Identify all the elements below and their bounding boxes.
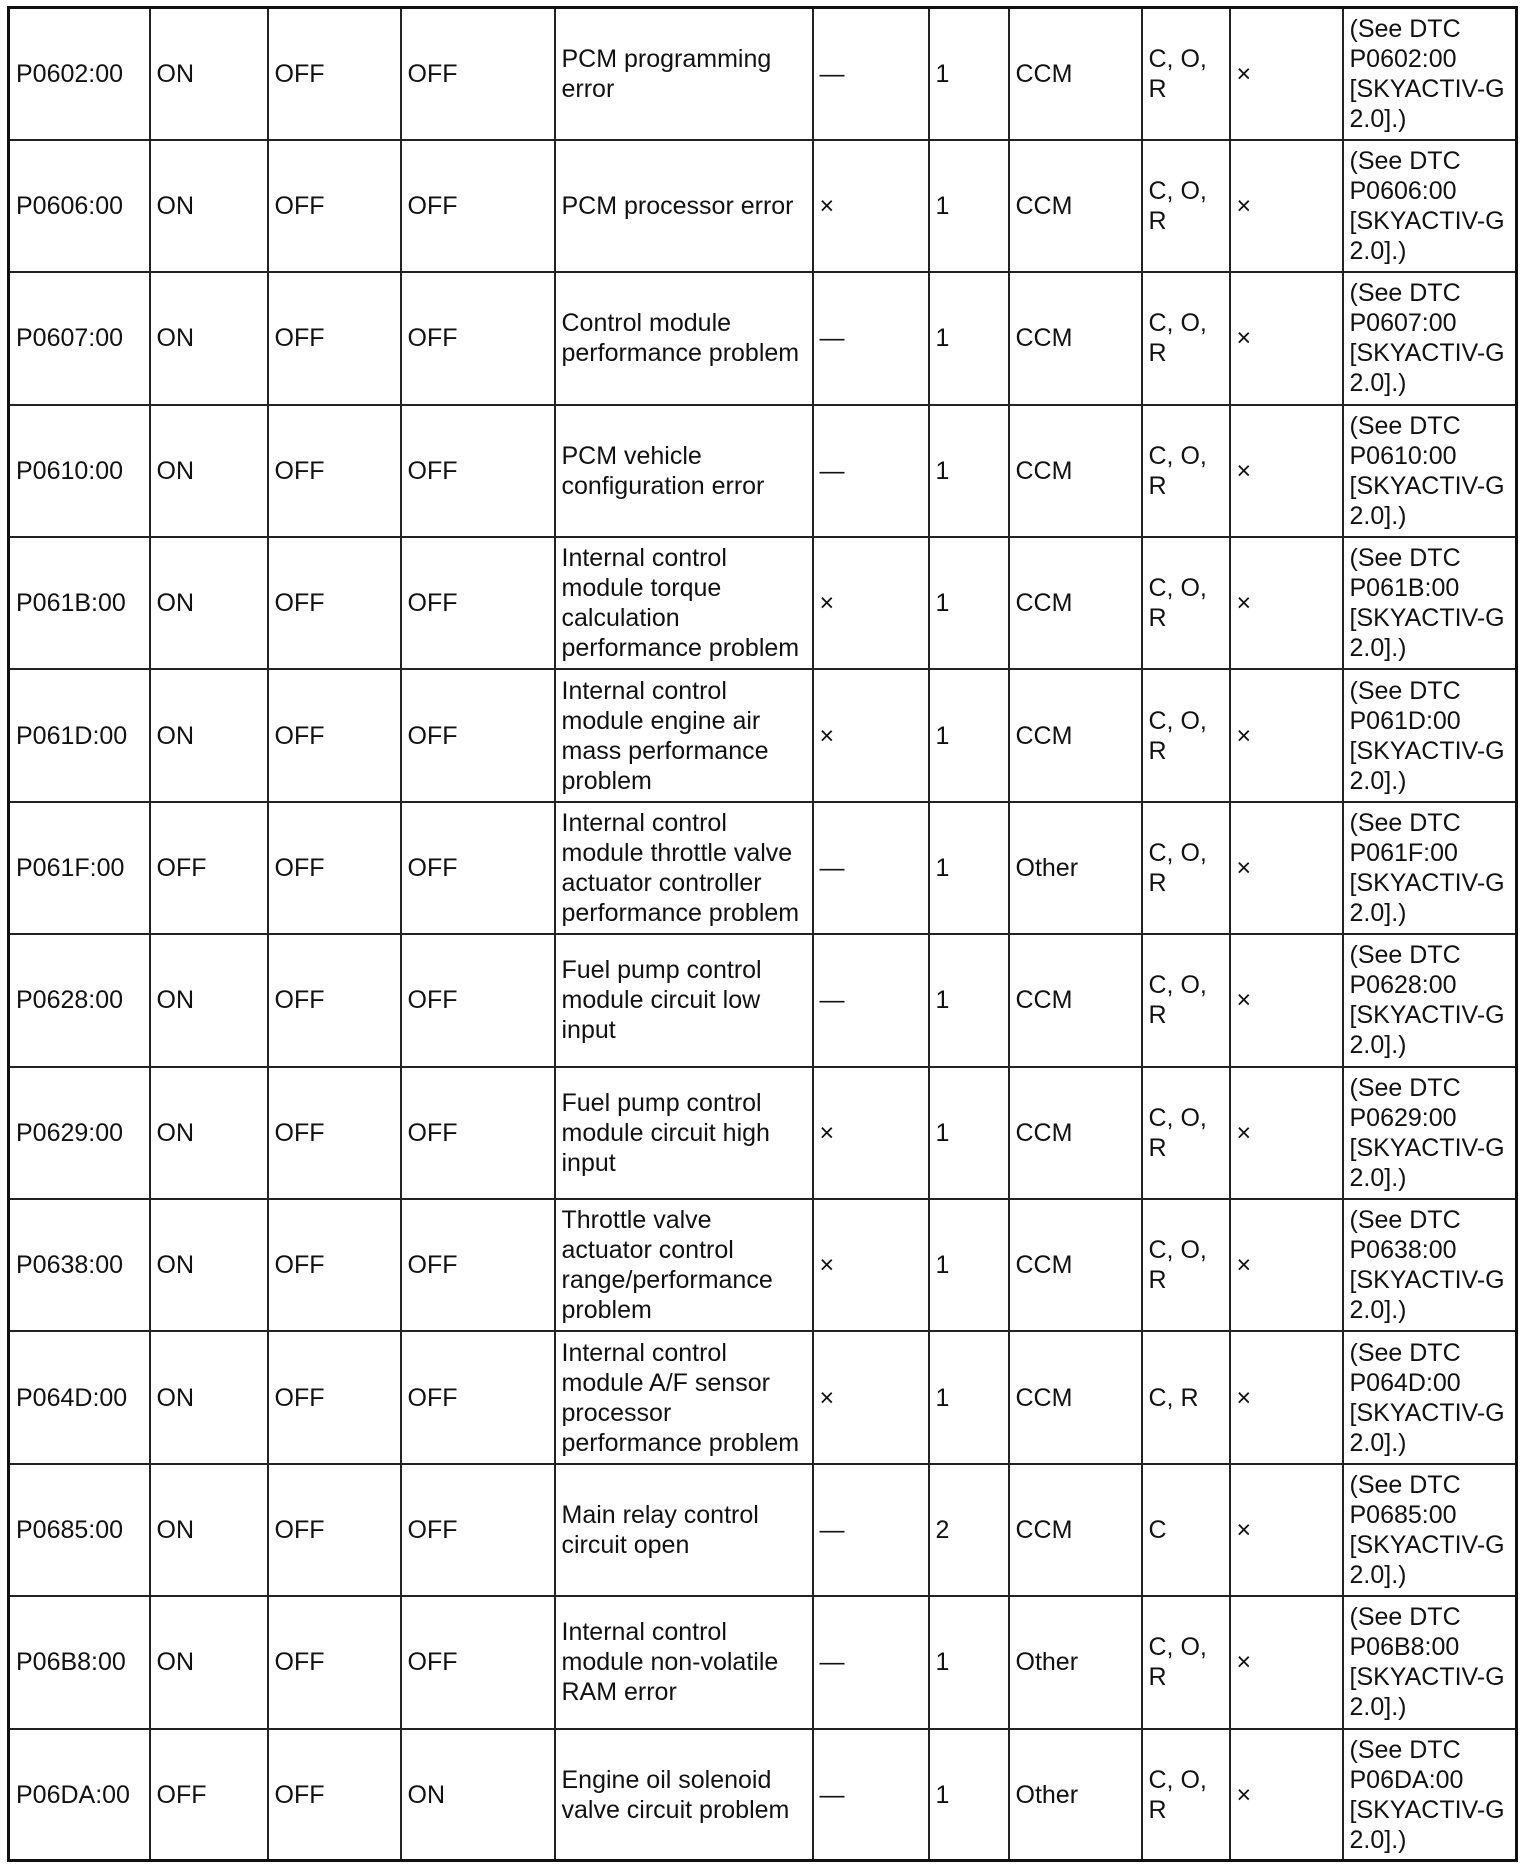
reference-cell: (See DTC P0638:00 [SKYACTIV-G 2.0].) (1343, 1199, 1517, 1331)
monitor-item-cell: CCM (1009, 1331, 1142, 1463)
self-test-cell: × (1230, 802, 1343, 934)
dtc-display-cell: C, O, R (1142, 405, 1230, 537)
dtc-display-cell: C, O, R (1142, 802, 1230, 934)
drive-cycle-cell: 1 (929, 1596, 1009, 1728)
memory-function-cell: OFF (401, 272, 555, 404)
reference-cell: (See DTC P0606:00 [SKYACTIV-G 2.0].) (1343, 140, 1517, 272)
reference-cell: (See DTC P0685:00 [SKYACTIV-G 2.0].) (1343, 1464, 1517, 1596)
fail-safe-cell: × (813, 140, 929, 272)
dtc-code-cell: P064D:00 (9, 1331, 150, 1463)
self-test-cell: × (1230, 1596, 1343, 1728)
monitor-item-cell: Other (1009, 1596, 1142, 1728)
monitor-item-cell: CCM (1009, 8, 1142, 140)
dtc-table-body (9, 8, 1517, 1861)
table-row (9, 1596, 1517, 1728)
fail-safe-cell: — (813, 934, 929, 1066)
self-test-cell: × (1230, 272, 1343, 404)
description-cell: Throttle valve actuator control range/performance problem (555, 1199, 813, 1331)
dtc-display-cell: C, R (1142, 1331, 1230, 1463)
table-row (9, 537, 1517, 669)
memory-function-cell: OFF (401, 802, 555, 934)
table-row (9, 669, 1517, 801)
gen-light-cell: OFF (268, 405, 401, 537)
gen-light-cell: OFF (268, 1596, 401, 1728)
drive-cycle-cell: 1 (929, 1331, 1009, 1463)
reference-cell: (See DTC P0602:00 [SKYACTIV-G 2.0].) (1343, 8, 1517, 140)
drive-cycle-cell: 1 (929, 669, 1009, 801)
description-cell: PCM programming error (555, 8, 813, 140)
dtc-code-cell: P0606:00 (9, 140, 150, 272)
self-test-cell: × (1230, 8, 1343, 140)
dtc-display-cell: C, O, R (1142, 537, 1230, 669)
table-row (9, 1199, 1517, 1331)
fail-safe-cell: — (813, 1729, 929, 1861)
fail-safe-cell: × (813, 1331, 929, 1463)
self-test-cell: × (1230, 405, 1343, 537)
dtc-display-cell: C, O, R (1142, 272, 1230, 404)
fail-safe-cell: — (813, 1596, 929, 1728)
dtc-table (7, 6, 1518, 1862)
monitor-item-cell: CCM (1009, 1067, 1142, 1199)
dtc-code-cell: P0629:00 (9, 1067, 150, 1199)
table-row (9, 1067, 1517, 1199)
monitor-item-cell: CCM (1009, 1464, 1142, 1596)
reference-cell: (See DTC P0628:00 [SKYACTIV-G 2.0].) (1343, 934, 1517, 1066)
drive-cycle-cell: 1 (929, 537, 1009, 669)
dtc-display-cell: C, O, R (1142, 1729, 1230, 1861)
description-cell: Internal control module torque calculation performance problem (555, 537, 813, 669)
memory-function-cell: OFF (401, 1067, 555, 1199)
mil-cell: ON (150, 8, 268, 140)
mil-cell: ON (150, 140, 268, 272)
fail-safe-cell: × (813, 669, 929, 801)
self-test-cell: × (1230, 537, 1343, 669)
monitor-item-cell: CCM (1009, 1199, 1142, 1331)
mil-cell: ON (150, 1199, 268, 1331)
memory-function-cell: OFF (401, 537, 555, 669)
mil-cell: ON (150, 1067, 268, 1199)
self-test-cell: × (1230, 1331, 1343, 1463)
mil-cell: ON (150, 405, 268, 537)
self-test-cell: × (1230, 1199, 1343, 1331)
gen-light-cell: OFF (268, 8, 401, 140)
dtc-code-cell: P06DA:00 (9, 1729, 150, 1861)
fail-safe-cell: — (813, 405, 929, 537)
memory-function-cell: OFF (401, 934, 555, 1066)
reference-cell: (See DTC P0610:00 [SKYACTIV-G 2.0].) (1343, 405, 1517, 537)
self-test-cell: × (1230, 669, 1343, 801)
monitor-item-cell: CCM (1009, 140, 1142, 272)
fail-safe-cell: × (813, 1199, 929, 1331)
fail-safe-cell: — (813, 1464, 929, 1596)
reference-cell: (See DTC P06DA:00 [SKYACTIV-G 2.0].) (1343, 1729, 1517, 1861)
gen-light-cell: OFF (268, 1464, 401, 1596)
memory-function-cell: OFF (401, 405, 555, 537)
drive-cycle-cell: 1 (929, 8, 1009, 140)
description-cell: Internal control module non-volatile RAM error (555, 1596, 813, 1728)
reference-cell: (See DTC P061B:00 [SKYACTIV-G 2.0].) (1343, 537, 1517, 669)
description-cell: Fuel pump control module circuit low input (555, 934, 813, 1066)
dtc-display-cell: C, O, R (1142, 1199, 1230, 1331)
description-cell: Internal control module throttle valve actuator controller performance problem (555, 802, 813, 934)
table-row (9, 405, 1517, 537)
drive-cycle-cell: 1 (929, 1199, 1009, 1331)
description-cell: PCM processor error (555, 140, 813, 272)
table-row (9, 802, 1517, 934)
dtc-code-cell: P061D:00 (9, 669, 150, 801)
dtc-code-cell: P0638:00 (9, 1199, 150, 1331)
drive-cycle-cell: 1 (929, 272, 1009, 404)
drive-cycle-cell: 1 (929, 140, 1009, 272)
gen-light-cell: OFF (268, 537, 401, 669)
table-row (9, 1729, 1517, 1861)
mil-cell: ON (150, 1596, 268, 1728)
description-cell: Control module performance problem (555, 272, 813, 404)
description-cell: Internal control module A/F sensor processor performance problem (555, 1331, 813, 1463)
dtc-code-cell: P0628:00 (9, 934, 150, 1066)
monitor-item-cell: CCM (1009, 405, 1142, 537)
drive-cycle-cell: 1 (929, 934, 1009, 1066)
gen-light-cell: OFF (268, 802, 401, 934)
reference-cell: (See DTC P0607:00 [SKYACTIV-G 2.0].) (1343, 272, 1517, 404)
mil-cell: OFF (150, 1729, 268, 1861)
drive-cycle-cell: 1 (929, 405, 1009, 537)
fail-safe-cell: × (813, 1067, 929, 1199)
mil-cell: ON (150, 1331, 268, 1463)
self-test-cell: × (1230, 1464, 1343, 1596)
self-test-cell: × (1230, 934, 1343, 1066)
gen-light-cell: OFF (268, 1199, 401, 1331)
mil-cell: OFF (150, 802, 268, 934)
drive-cycle-cell: 1 (929, 1729, 1009, 1861)
dtc-code-cell: P061F:00 (9, 802, 150, 934)
dtc-display-cell: C (1142, 1464, 1230, 1596)
memory-function-cell: ON (401, 1729, 555, 1861)
drive-cycle-cell: 1 (929, 1067, 1009, 1199)
description-cell: Engine oil solenoid valve circuit problem (555, 1729, 813, 1861)
memory-function-cell: OFF (401, 1596, 555, 1728)
drive-cycle-cell: 2 (929, 1464, 1009, 1596)
fail-safe-cell: — (813, 8, 929, 140)
dtc-code-cell: P061B:00 (9, 537, 150, 669)
description-cell: Main relay control circuit open (555, 1464, 813, 1596)
gen-light-cell: OFF (268, 140, 401, 272)
memory-function-cell: OFF (401, 669, 555, 801)
table-row (9, 934, 1517, 1066)
monitor-item-cell: Other (1009, 1729, 1142, 1861)
dtc-display-cell: C, O, R (1142, 1596, 1230, 1728)
dtc-display-cell: C, O, R (1142, 934, 1230, 1066)
mil-cell: ON (150, 272, 268, 404)
dtc-display-cell: C, O, R (1142, 140, 1230, 272)
memory-function-cell: OFF (401, 8, 555, 140)
memory-function-cell: OFF (401, 1199, 555, 1331)
table-row (9, 1464, 1517, 1596)
gen-light-cell: OFF (268, 1331, 401, 1463)
drive-cycle-cell: 1 (929, 802, 1009, 934)
gen-light-cell: OFF (268, 934, 401, 1066)
description-cell: Internal control module engine air mass performance problem (555, 669, 813, 801)
dtc-code-cell: P0610:00 (9, 405, 150, 537)
mil-cell: ON (150, 537, 268, 669)
self-test-cell: × (1230, 1729, 1343, 1861)
dtc-code-cell: P0607:00 (9, 272, 150, 404)
reference-cell: (See DTC P061D:00 [SKYACTIV-G 2.0].) (1343, 669, 1517, 801)
monitor-item-cell: CCM (1009, 669, 1142, 801)
table-row (9, 140, 1517, 272)
gen-light-cell: OFF (268, 272, 401, 404)
reference-cell: (See DTC P064D:00 [SKYACTIV-G 2.0].) (1343, 1331, 1517, 1463)
dtc-display-cell: C, O, R (1142, 8, 1230, 140)
reference-cell: (See DTC P06B8:00 [SKYACTIV-G 2.0].) (1343, 1596, 1517, 1728)
description-cell: PCM vehicle configuration error (555, 405, 813, 537)
memory-function-cell: OFF (401, 140, 555, 272)
fail-safe-cell: × (813, 537, 929, 669)
gen-light-cell: OFF (268, 669, 401, 801)
mil-cell: ON (150, 934, 268, 1066)
monitor-item-cell: CCM (1009, 537, 1142, 669)
dtc-code-cell: P06B8:00 (9, 1596, 150, 1728)
memory-function-cell: OFF (401, 1464, 555, 1596)
gen-light-cell: OFF (268, 1067, 401, 1199)
monitor-item-cell: CCM (1009, 934, 1142, 1066)
reference-cell: (See DTC P0629:00 [SKYACTIV-G 2.0].) (1343, 1067, 1517, 1199)
self-test-cell: × (1230, 140, 1343, 272)
mil-cell: ON (150, 669, 268, 801)
table-row (9, 1331, 1517, 1463)
monitor-item-cell: Other (1009, 802, 1142, 934)
dtc-code-cell: P0602:00 (9, 8, 150, 140)
dtc-code-cell: P0685:00 (9, 1464, 150, 1596)
memory-function-cell: OFF (401, 1331, 555, 1463)
mil-cell: ON (150, 1464, 268, 1596)
table-row (9, 8, 1517, 140)
dtc-display-cell: C, O, R (1142, 1067, 1230, 1199)
fail-safe-cell: — (813, 272, 929, 404)
description-cell: Fuel pump control module circuit high input (555, 1067, 813, 1199)
table-row (9, 272, 1517, 404)
fail-safe-cell: — (813, 802, 929, 934)
gen-light-cell: OFF (268, 1729, 401, 1861)
monitor-item-cell: CCM (1009, 272, 1142, 404)
self-test-cell: × (1230, 1067, 1343, 1199)
reference-cell: (See DTC P061F:00 [SKYACTIV-G 2.0].) (1343, 802, 1517, 934)
dtc-display-cell: C, O, R (1142, 669, 1230, 801)
